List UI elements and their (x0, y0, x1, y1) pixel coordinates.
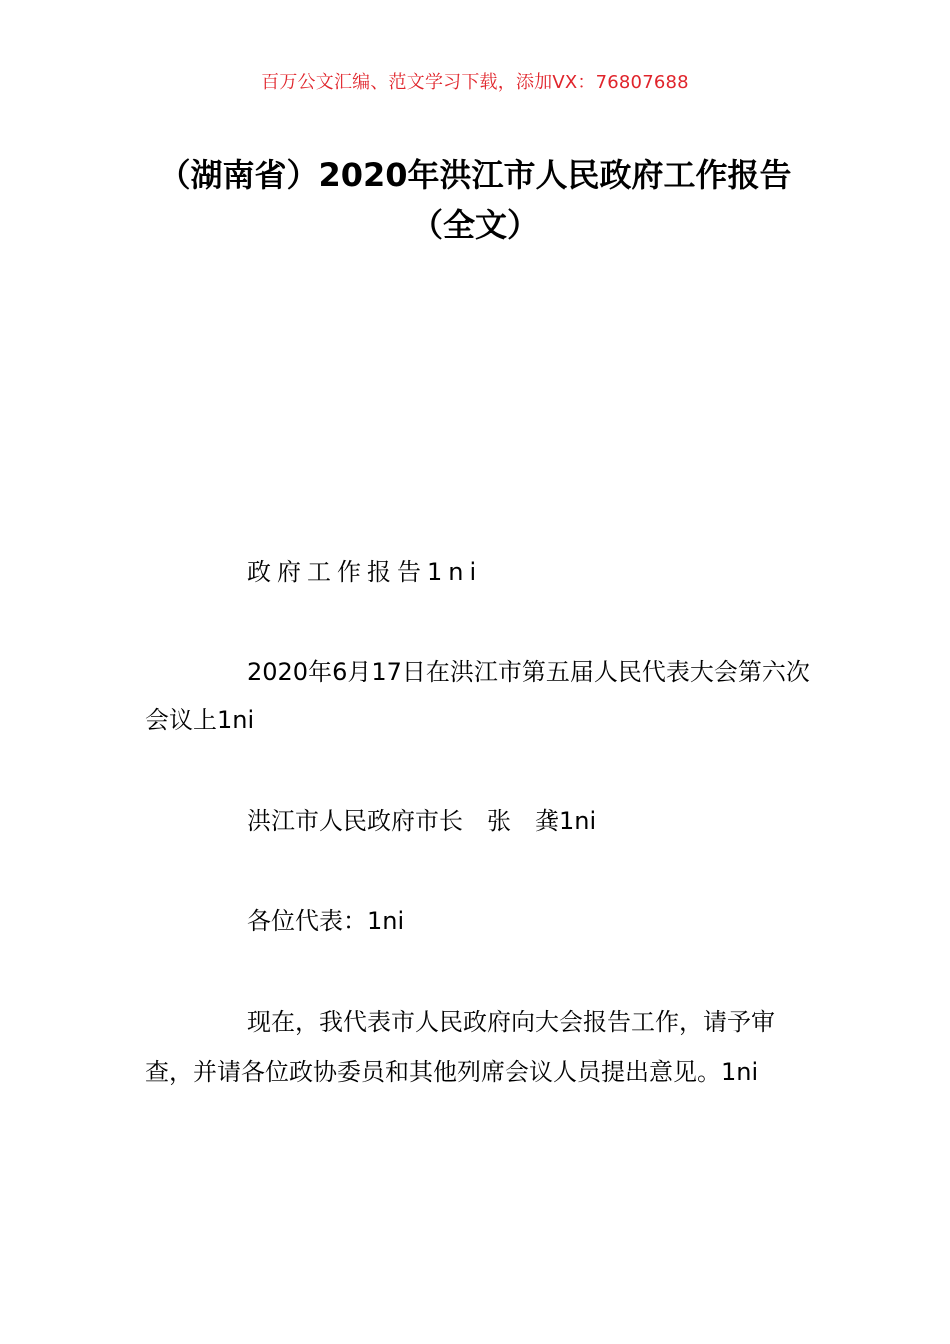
document-title: （湖南省）2020年洪江市人民政府工作报告（全文） (158, 156, 792, 244)
promo-header-note: 百万公文汇编、范文学习下载，添加VX：76807688 (261, 72, 689, 93)
paragraph-report-heading: 政府工作报告1ni (247, 558, 483, 586)
paragraph-mayor: 洪江市人民政府市长 张 龚1ni (247, 807, 597, 835)
paragraph-date-meeting: 2020年6月17日在洪江市第五届人民代表大会第六次会议上1ni (145, 658, 810, 734)
paragraph-salutation: 各位代表：1ni (247, 907, 405, 935)
paragraph-opening: 现在，我代表市人民政府向大会报告工作，请予审查，并请各位政协委员和其他列席会议人员提出意见。1ni (145, 1008, 775, 1086)
